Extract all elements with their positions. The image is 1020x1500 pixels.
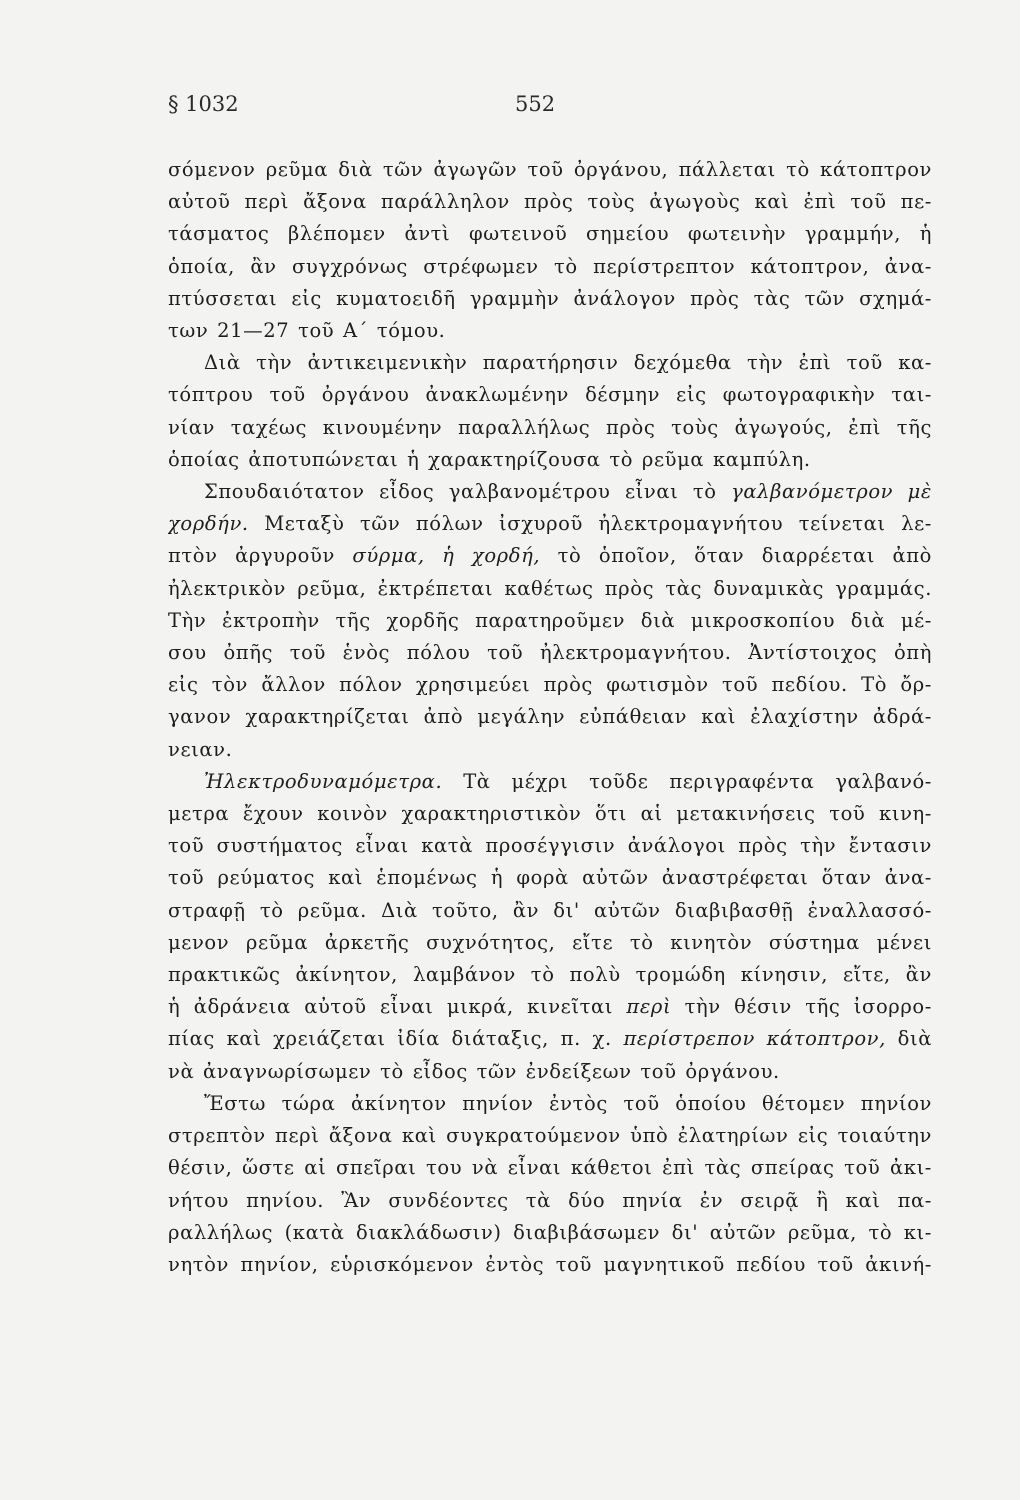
section-number: § 1032 [168, 92, 239, 116]
text-line: ὁποίας ἀποτυπώνεται ἡ χαρακτηρίζουσα τὸ ρεῦμα καμπύλη. [168, 447, 811, 471]
text-segment: Μεταξὺ τῶν πόλων ἰσχυροῦ ἠλεκτρομαγνήτου τείνεται λε- [264, 512, 932, 536]
text-line: ραλλήλως (κατὰ διακλάδωσιν) διαβιβάσωμεν δι' αὐτῶν ρεῦμα, τὸ κι- [168, 1220, 932, 1244]
text-line: Διὰ τὴν ἀντικειμενικὴν παρατήρησιν δεχόμεθα τὴν ἐπὶ τοῦ κα- [204, 351, 932, 375]
text-line [168, 476, 932, 508]
text-line: ἠλεκτρικὸν ρεῦμα, ἐκτρέπεται καθέτως πρὸς τὰς δυναμικὰς γραμμάς. [168, 576, 932, 600]
text-line: σου ὀπῆς τοῦ ἑνὸς πόλου τοῦ ἠλεκτρομαγνήτου. Ἀντίστοιχος ὀπὴ [168, 641, 932, 665]
page-header [168, 92, 940, 124]
text-segment: Τὰ μέχρι τοῦδε περιγραφέντα γαλβανό- [463, 769, 932, 793]
text-segment: ἡ ἀδράνεια αὐτοῦ εἶναι μικρά, κινεῖται [168, 995, 614, 1019]
text-line [168, 766, 932, 798]
text-line: τοῦ ρεύματος καὶ ἑπομένως ἡ φορὰ αὐτῶν ἀναστρέφεται ὅταν ἀνα- [168, 866, 932, 890]
text-line: πρακτικῶς ἀκίνητον, λαμβάνον τὸ πολὺ τρομώδη κίνησιν, εἴτε, ἂν [168, 963, 932, 987]
text-line: εἰς τὸν ἄλλον πόλον χρησιμεύει πρὸς φωτισμὸν τοῦ πεδίου. Τὸ ὄρ- [168, 673, 932, 697]
text-line: τοῦ συστήματος εἶναι κατὰ προσέγγισιν ἀνάλογοι πρὸς τὴν ἔντασιν [168, 834, 932, 858]
text-line: Τὴν ἐκτροπὴν τῆς χορδῆς παρατηροῦμεν διὰ μικροσκοπίου διὰ μέ- [168, 608, 932, 632]
text-line: αὐτοῦ περὶ ἄξονα παράλληλον πρὸς τοὺς ἀγωγοὺς καὶ ἐπὶ τοῦ πε- [168, 190, 932, 214]
text-line: των 21—27 τοῦ Α΄ τόμου. [168, 319, 446, 343]
text-line: γανον χαρακτηρίζεται ἀπὸ μεγάλην εὐπάθειαν καὶ ἐλαχίστην ἀδρά- [168, 705, 932, 729]
italic-term: χορδήν. [168, 512, 249, 536]
text-line [168, 1023, 932, 1055]
text-line: νητὸν πηνίον, εὑρισκόμενον ἐντὸς τοῦ μαγνητικοῦ πεδίου τοῦ ἀκινή- [168, 1252, 932, 1276]
text-line: νήτου πηνίου. Ἂν συνδέοντες τὰ δύο πηνία ἐν σειρᾷ ἢ καὶ πα- [168, 1188, 932, 1212]
italic-term: σύρμα, ἡ χορδή, [352, 544, 541, 568]
text-segment: τὸ ὁποῖον, ὅταν διαρρέεται ἀπὸ [557, 544, 932, 568]
text-segment: πίας καὶ χρειάζεται ἰδία διάταξις, π. χ. [168, 1027, 612, 1051]
page-number: 552 [515, 92, 556, 116]
italic-term: γαλβανόμετρον μὲ [731, 480, 932, 504]
text-line: στραφῇ τὸ ρεῦμα. Διὰ τοῦτο, ἂν δι' αὐτῶν διαβιβασθῇ ἐναλλασσό- [168, 898, 932, 922]
text-line: Ἔστω τώρα ἀκίνητον πηνίον ἐντὸς τοῦ ὁποίου θέτομεν πηνίον [204, 1091, 932, 1115]
text-line: νειαν. [168, 737, 233, 761]
text-line: πτύσσεται εἰς κυματοειδῆ γραμμὴν ἀνάλογον πρὸς τὰς τῶν σχημά- [168, 286, 932, 310]
text-line: ὁποία, ἂν συγχρόνως στρέφωμεν τὸ περίστρεπτον κάτοπτρον, ἀνα- [168, 254, 932, 278]
text-segment: διὰ [897, 1027, 932, 1051]
text-line: νίαν ταχέως κινουμένην παραλλήλως πρὸς τοὺς ἀγωγούς, ἐπὶ τῆς [168, 415, 932, 439]
text-segment: πτὸν ἀργυροῦν [168, 544, 335, 568]
text-line: σόμενον ρεῦμα διὰ τῶν ἀγωγῶν τοῦ ὀργάνου, πάλλεται τὸ κάτοπτρον [168, 158, 932, 181]
text-line [168, 540, 932, 572]
text-line: θέσιν, ὥστε αἱ σπεῖραι του νὰ εἶναι κάθετοι ἐπὶ τὰς σπείρας τοῦ ἀκι- [168, 1156, 932, 1180]
text-line [168, 991, 932, 1023]
text-line: μενον ρεῦμα ἀρκετῆς συχνότητος, εἴτε τὸ κινητὸν σύστημα μένει [168, 930, 932, 954]
text-line: μετρα ἔχουν κοινὸν χαρακτηριστικὸν ὅτι αἱ μετακινήσεις τοῦ κινη- [168, 802, 932, 826]
italic-term: περὶ [626, 995, 672, 1019]
body-text [168, 154, 932, 1281]
text-line: τάσματος βλέπομεν ἀντὶ φωτεινοῦ σημείου φωτεινὴν γραμμήν, ἡ [168, 222, 932, 246]
text-line: στρεπτὸν περὶ ἄξονα καὶ συγκρατούμενον ὑπὸ ἐλατηρίων εἰς τοιαύτην [168, 1124, 932, 1148]
italic-term: περίστρεπον κάτοπτρον, [623, 1027, 886, 1051]
text-segment: Σπουδαιότατον εἶδος γαλβανομέτρου εἶναι τὸ [204, 480, 717, 504]
italic-heading: Ἠλεκτροδυναμόμετρα. [204, 769, 443, 793]
text-line: τόπτρου τοῦ ὀργάνου ἀνακλωμένην δέσμην εἰς φωτογραφικὴν ται- [168, 383, 932, 407]
text-segment: τὴν θέσιν τῆς ἰσορρο- [684, 995, 932, 1019]
text-line [168, 508, 932, 540]
text-line: νὰ ἀναγνωρίσωμεν τὸ εἶδος τῶν ἐνδείξεων τοῦ ὀργάνου. [168, 1059, 780, 1083]
